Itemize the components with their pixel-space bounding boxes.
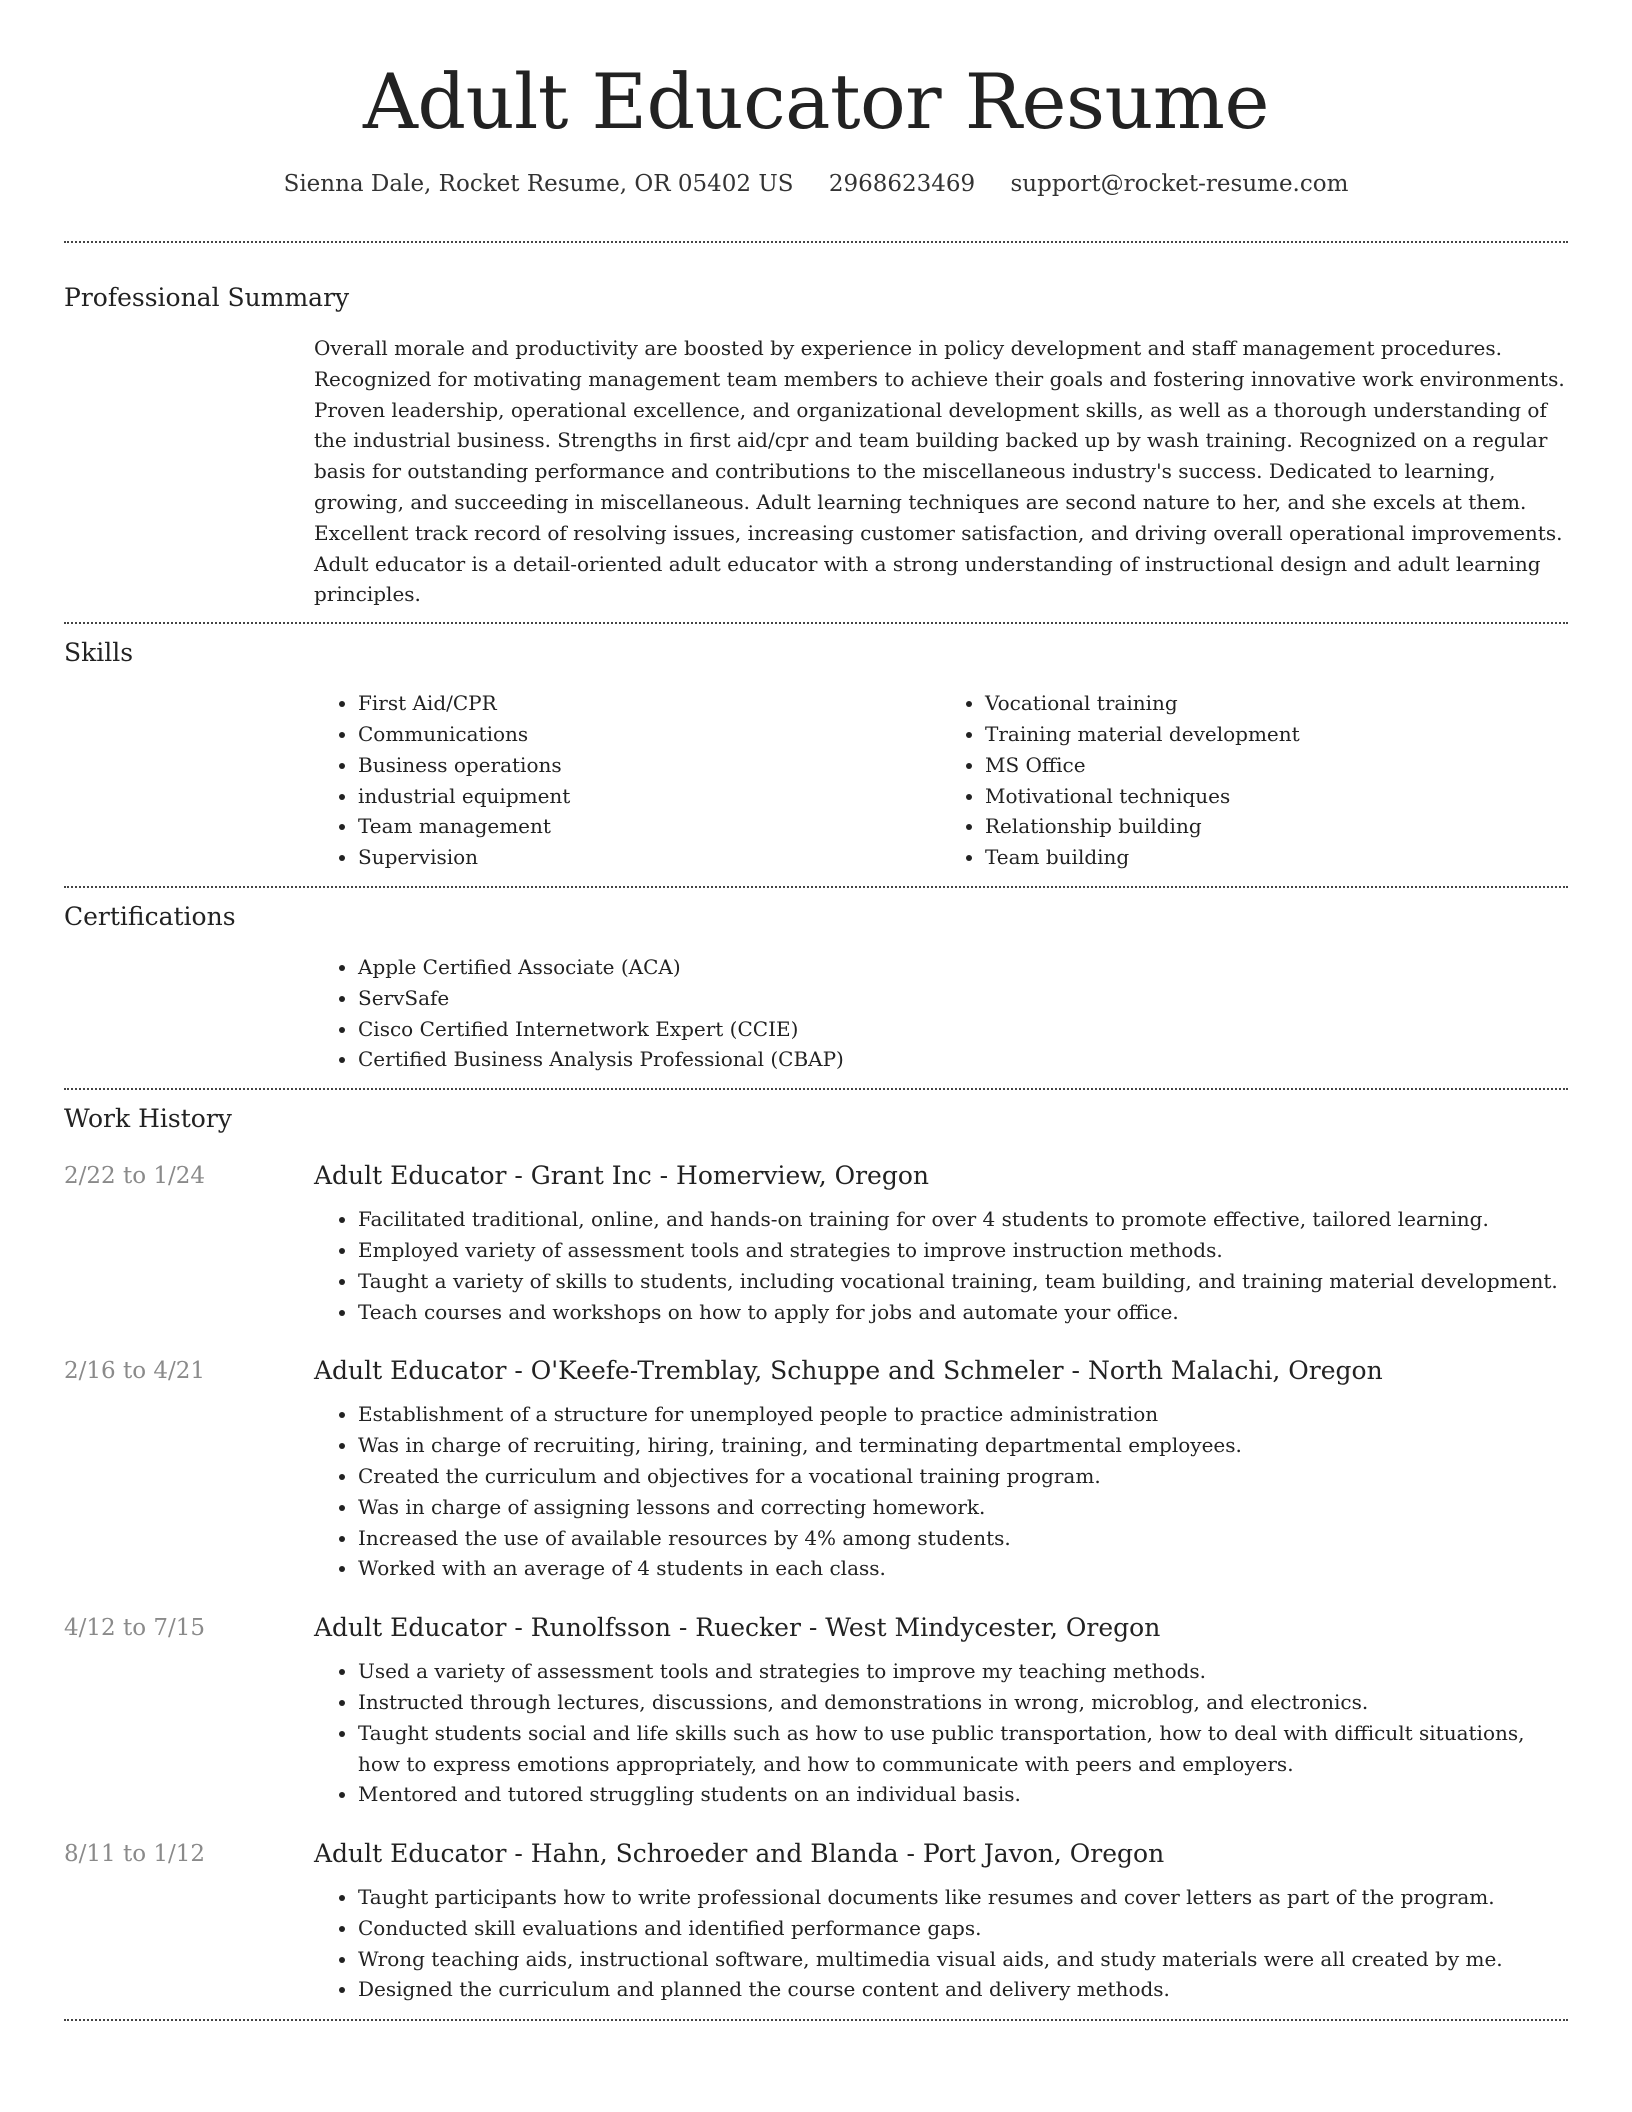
job-bullet: • Facilitated traditional, online, and hands-on training for over 4 students to promote effective, tailored learning.	[358, 1204, 1568, 1235]
certification-item: • Certified Business Analysis Professional (CBAP)	[358, 1044, 1568, 1075]
job-bullet: • Wrong teaching aids, instructional software, multimedia visual aids, and study materials were all created by me.	[358, 1944, 1568, 1975]
job-bullet: • Establishment of a structure for unemployed people to practice administration	[358, 1399, 1568, 1430]
summary-body	[314, 333, 1568, 610]
divider	[64, 241, 1568, 243]
job-dates: 2/22 to 1/24	[64, 1163, 206, 1190]
resume-title: Adult Educator Resume	[363, 57, 1269, 146]
skill-item: • Team building	[985, 842, 1568, 873]
skills-list-right	[941, 688, 1568, 873]
skill-item: • First Aid/CPR	[358, 688, 941, 719]
job-bullet: • Was in charge of assigning lessons and correcting homework.	[358, 1492, 1568, 1523]
job-details	[314, 1355, 1568, 1584]
job-details	[314, 1838, 1568, 2005]
skill-item: • Vocational training	[985, 688, 1568, 719]
job-bullet: • Mentored and tutored struggling students on an individual basis.	[358, 1779, 1568, 1810]
job-bullet: • Instructed through lectures, discussions, and demonstrations in wrong, microblog, and electronics.	[358, 1687, 1568, 1718]
skill-item: • Business operations	[358, 750, 941, 781]
job-bullets	[314, 1882, 1568, 2005]
skill-item: • Relationship building	[985, 811, 1568, 842]
job-details	[314, 1160, 1568, 1327]
job-entry	[64, 1160, 1568, 1327]
job-bullet: • Teach courses and workshops on how to apply for jobs and automate your office.	[358, 1297, 1568, 1328]
certification-item: • Cisco Certified Internetwork Expert (CCIE)	[358, 1014, 1568, 1045]
certification-item: • Apple Certified Associate (ACA)	[358, 952, 1568, 983]
job-bullet: • Increased the use of available resources by 4% among students.	[358, 1523, 1568, 1554]
work-history-list	[64, 1160, 1568, 2005]
job-dates: 4/12 to 7/15	[64, 1615, 206, 1642]
job-bullet: • Was in charge of recruiting, hiring, training, and terminating departmental employees.	[358, 1430, 1568, 1461]
job-title: Adult Educator - Grant Inc - Homerview, Oregon	[314, 1161, 929, 1191]
job-bullets	[314, 1204, 1568, 1327]
job-bullet: • Used a variety of assessment tools and strategies to improve my teaching methods.	[358, 1656, 1568, 1687]
section-heading-summary: Professional Summary	[64, 283, 350, 312]
job-title: Adult Educator - O'Keefe-Tremblay, Schuppe and Schmeler - North Malachi, Oregon	[314, 1356, 1383, 1386]
job-title: Adult Educator - Hahn, Schroeder and Blanda - Port Javon, Oregon	[314, 1839, 1165, 1869]
section-heading-certifications: Certifications	[64, 901, 236, 931]
job-bullet: • Created the curriculum and objectives for a vocational training program.	[358, 1461, 1568, 1492]
divider	[64, 2019, 1568, 2021]
section-heading-skills: Skills	[64, 638, 134, 668]
divider	[64, 622, 1568, 624]
certifications-body	[314, 952, 1568, 1075]
job-bullet: • Designed the curriculum and planned the course content and delivery methods.	[358, 1974, 1568, 2005]
skill-item: • Motivational techniques	[985, 781, 1568, 812]
job-bullet: • Conducted skill evaluations and identified performance gaps.	[358, 1913, 1568, 1944]
job-bullet: • Taught students social and life skills such as how to use public transportation, how to deal with difficult situations, how to express emotions appropriately, and how to communicate with peers and employers.	[358, 1718, 1568, 1780]
skills-grid	[314, 688, 1568, 873]
job-bullet: • Employed variety of assessment tools and strategies to improve instruction methods.	[358, 1235, 1568, 1266]
divider	[64, 886, 1568, 888]
section-heading-work-history: Work History	[64, 1104, 232, 1134]
contact-email: support@rocket-resume.com	[1010, 171, 1349, 197]
skill-item: • Supervision	[358, 842, 941, 873]
skill-item: • MS Office	[985, 750, 1568, 781]
summary-text: Overall morale and productivity are boosted by experience in policy development and staff management procedures. Recognized for motivating management team members to achieve their goals and fostering innovative work environments. Proven leadership, operational excellence, and organizational development skills, as well as a thorough understanding of the industrial business. Strengths in first aid/cpr and team building backed up by wash training. Recognized on a regular basis for outstanding performance and contributions to the miscellaneous industry's success. Dedicated to learning, growing, and succeeding in miscellaneous. Adult learning techniques are second nature to her, and she excels at them. Excellent track record of resolving issues, increasing customer satisfaction, and driving overall operational improvements. Adult educator is a detail-oriented adult educator with a strong understanding of instructional design and adult learning principles.	[314, 336, 1565, 607]
certification-item: • ServSafe	[358, 983, 1568, 1014]
job-dates: 8/11 to 1/12	[64, 1841, 206, 1868]
job-bullets	[314, 1399, 1568, 1584]
job-details	[314, 1612, 1568, 1810]
job-bullet: • Taught participants how to write professional documents like resumes and cover letters as part of the program.	[358, 1882, 1568, 1913]
skill-item: • industrial equipment	[358, 781, 941, 812]
job-bullet: • Taught a variety of skills to students, including vocational training, team building, and training material development.	[358, 1266, 1568, 1297]
contact-phone: 2968623469	[828, 171, 976, 197]
skill-item: • Training material development	[985, 719, 1568, 750]
job-title: Adult Educator - Runolfsson - Ruecker - West Mindycester, Oregon	[314, 1613, 1161, 1643]
job-entry	[64, 1355, 1568, 1584]
skill-item: • Team management	[358, 811, 941, 842]
skill-item: • Communications	[358, 719, 941, 750]
job-entry	[64, 1838, 1568, 2005]
job-bullets	[314, 1656, 1568, 1810]
skills-list-left	[314, 688, 941, 873]
contact-line	[64, 168, 1568, 200]
divider	[64, 1088, 1568, 1090]
job-entry	[64, 1612, 1568, 1810]
job-bullet: • Worked with an average of 4 students in each class.	[358, 1553, 1568, 1584]
job-dates: 2/16 to 4/21	[64, 1358, 206, 1385]
contact-address: Sienna Dale, Rocket Resume, OR 05402 US	[283, 171, 794, 197]
resume-page	[64, 0, 1568, 2112]
certifications-list	[314, 952, 1568, 1075]
